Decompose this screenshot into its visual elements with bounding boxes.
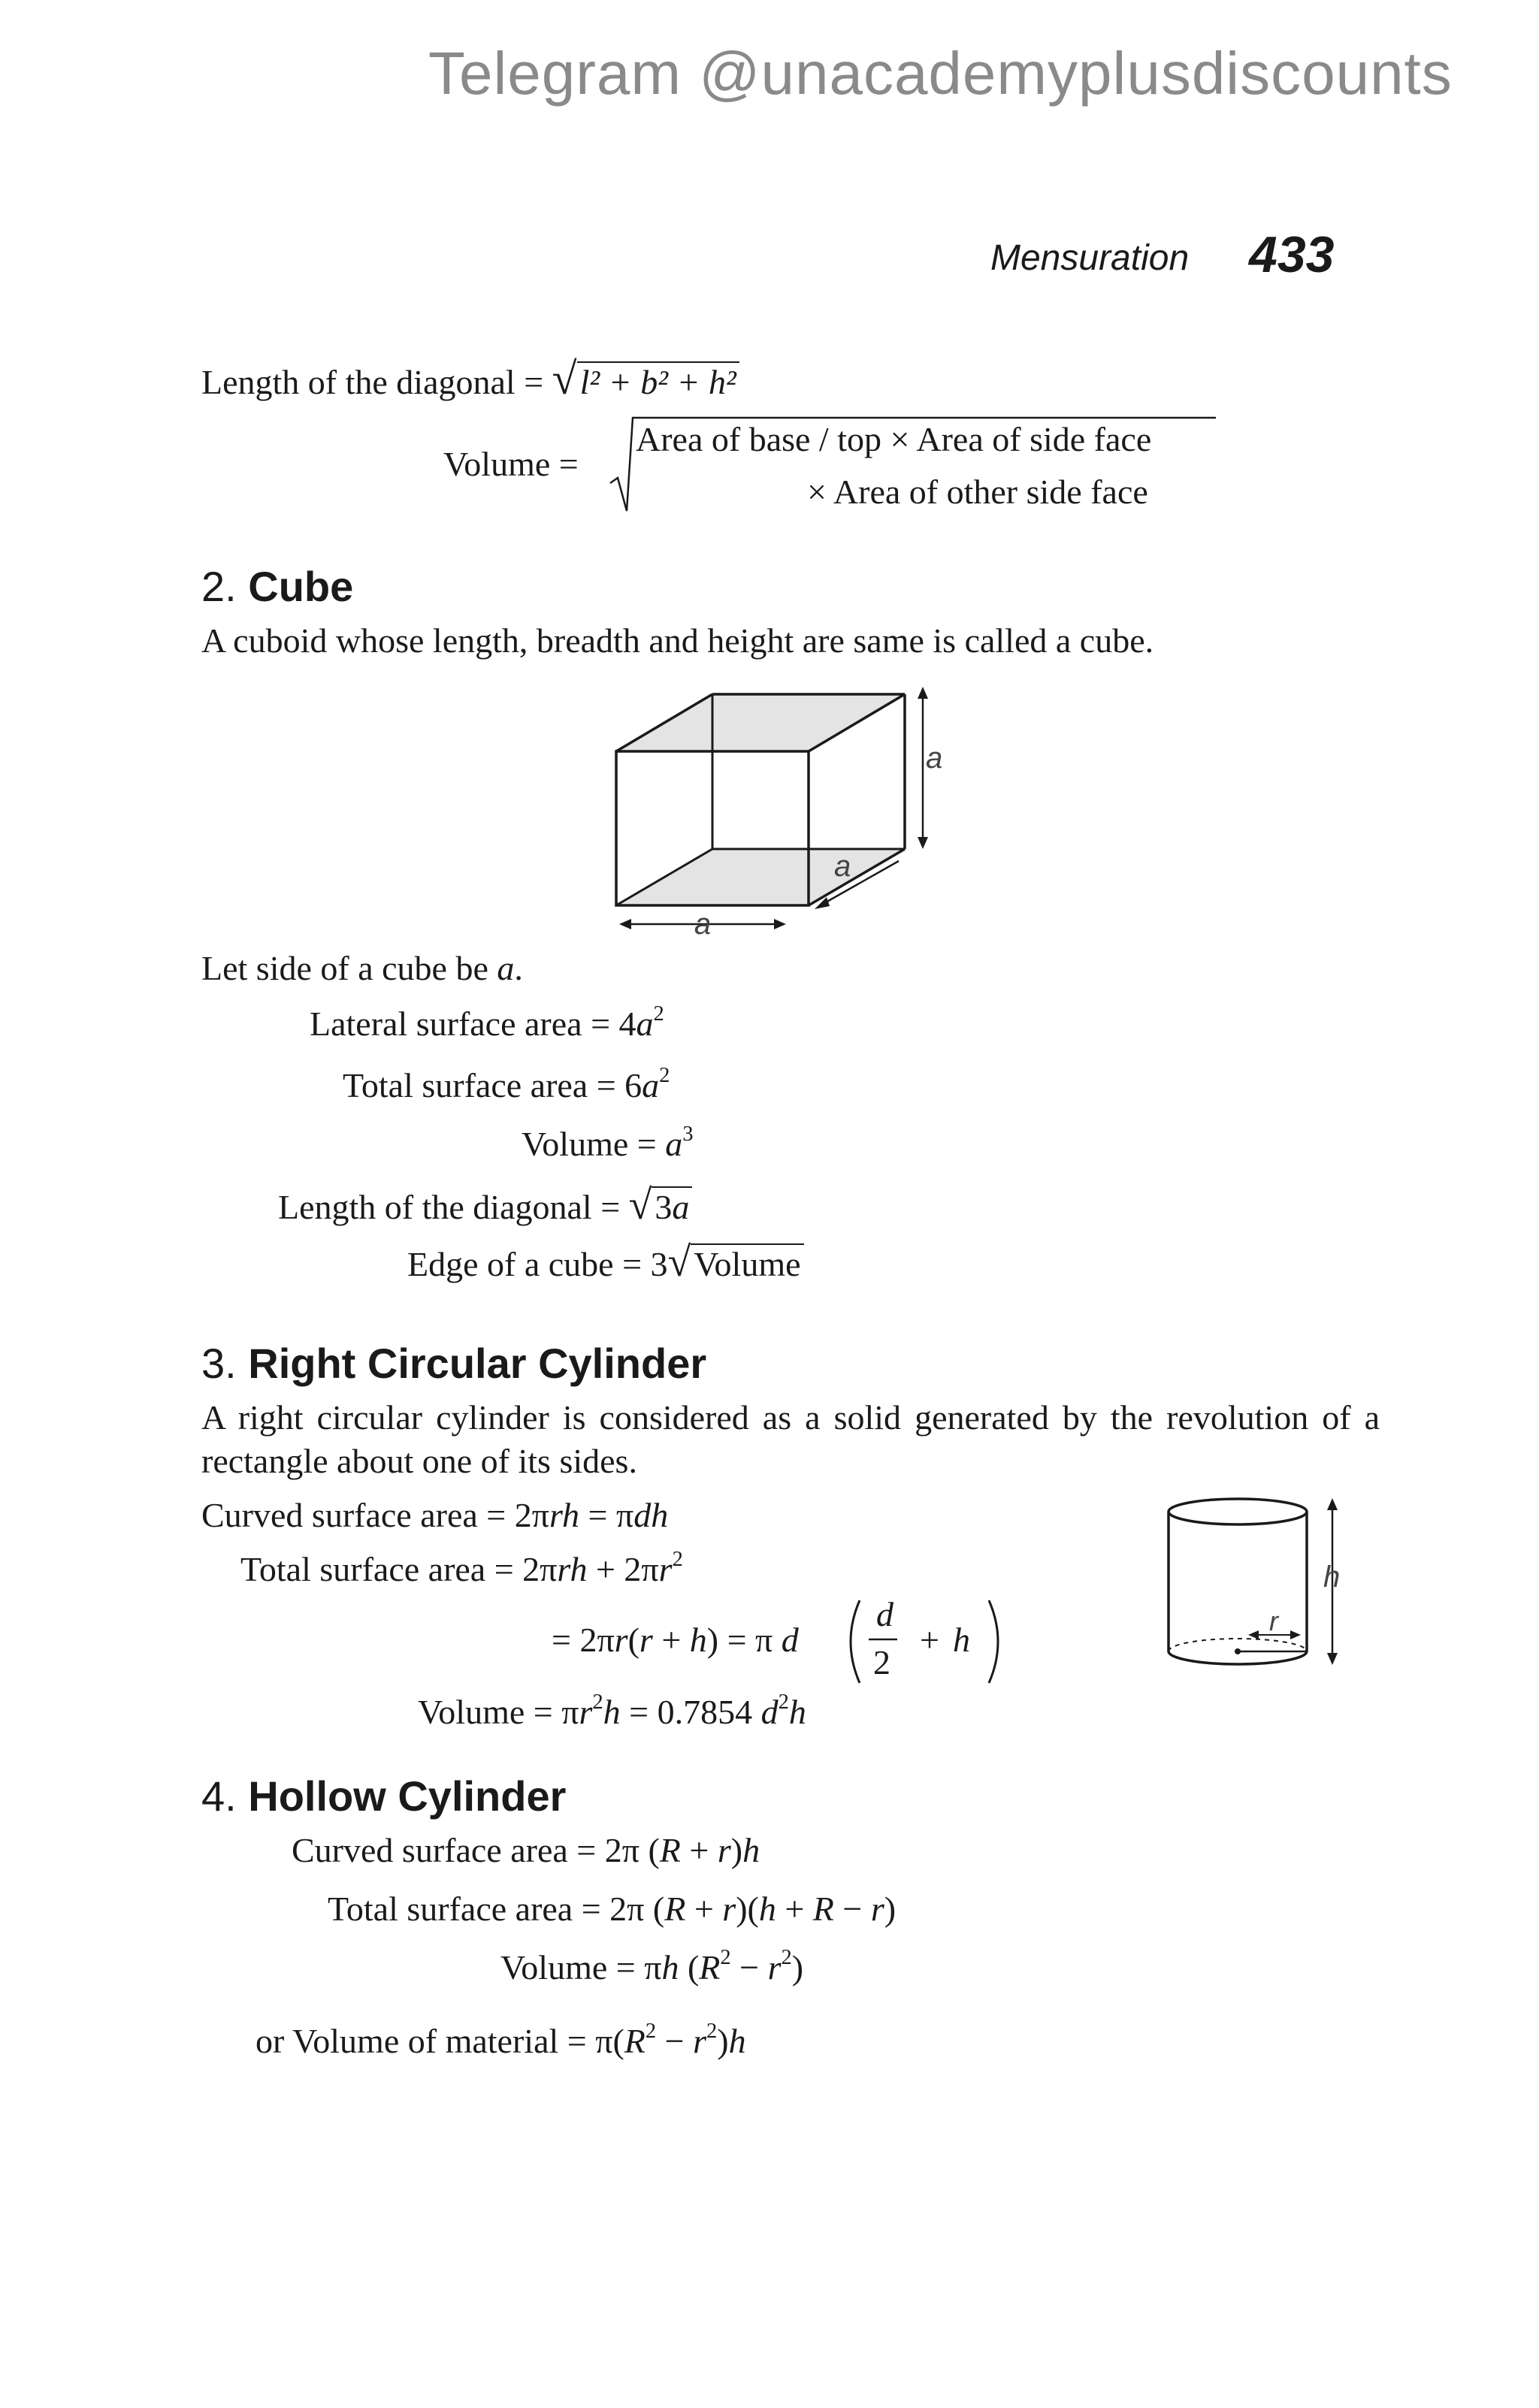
cylinder-radius-label: r bbox=[1269, 1606, 1278, 1636]
cuboid-volume-line1: Area of base / top × Area of side face bbox=[636, 420, 1152, 458]
cylinder-height-label: h bbox=[1323, 1561, 1341, 1594]
cuboid-diagonal-label: Length of the diagonal = bbox=[201, 363, 544, 401]
cuboid-volume-line2: × Area of other side face bbox=[807, 473, 1148, 511]
running-title: Mensuration bbox=[990, 238, 1190, 278]
cube-description: A cuboid whose length, breadth and height are same is called a cube. bbox=[201, 621, 1154, 660]
section-hollow-heading bbox=[201, 1772, 566, 1820]
section-title: Hollow Cylinder bbox=[248, 1772, 567, 1820]
cube-tsa-label: Total surface area = bbox=[343, 1066, 616, 1104]
section-number: 4. bbox=[201, 1772, 237, 1820]
cylinder-tsa-fraction bbox=[839, 1593, 1011, 1698]
hollow-volume: Volume = πh $(R^2 - r^2)$ bbox=[500, 1946, 804, 1987]
cube-intro: Let side of a cube be a. bbox=[201, 949, 523, 987]
section-number: 3. bbox=[201, 1340, 237, 1387]
hollow-material-volume: or Volume of material = $\pi(R^2 - r^2)h$ bbox=[255, 2020, 746, 2060]
cylinder-figure bbox=[1169, 1495, 1349, 1675]
cuboid-volume-label: Volume = bbox=[443, 445, 579, 483]
cuboid-diagonal-formula bbox=[201, 356, 739, 401]
cube-diagonal: Length of the diagonal = √3a bbox=[278, 1184, 692, 1226]
cube-diagonal-label: Length of the diagonal = bbox=[278, 1188, 621, 1226]
cube-figure bbox=[601, 684, 947, 939]
cylinder-tsa-factored: = 2πr(r + h) = π d bbox=[552, 1621, 799, 1659]
hollow-csa-label: Curved surface area = bbox=[292, 1831, 597, 1869]
cylinder-tsa-label: Total surface area = bbox=[240, 1550, 514, 1588]
cube-lsa-label: Lateral surface area = bbox=[310, 1005, 611, 1043]
cylinder-volume: Volume = $\pi r^2h = 0.7854$ $d^2h$ bbox=[418, 1690, 806, 1731]
section-number: 2. bbox=[201, 563, 237, 610]
cuboid-diagonal-radicand: l² + b² + h² bbox=[577, 361, 739, 401]
cylinder-csa: Curved surface area = 2πrh = πdh bbox=[201, 1496, 669, 1534]
svg-text:d: d bbox=[876, 1595, 893, 1633]
watermark: Telegram @unacademyplusdiscounts bbox=[428, 40, 1453, 107]
cube-edge: Edge of a cube = 3√Volume bbox=[407, 1241, 804, 1283]
cube-edge-label: Edge of a cube = bbox=[407, 1245, 643, 1283]
hollow-volume-label: Volume = bbox=[500, 1948, 636, 1987]
hollow-csa: Curved surface area = 2π (R + r)h bbox=[292, 1831, 760, 1869]
cube-tsa: Total surface area = $6a^2$ bbox=[343, 1064, 670, 1104]
sqrt-sign: √ bbox=[552, 354, 577, 403]
page-number: 433 bbox=[1249, 226, 1335, 283]
svg-text:2: 2 bbox=[873, 1643, 890, 1681]
cylinder-description: A right circular cylinder is considered as a solid generated by the revolution of a rectangle about one of its sides. bbox=[201, 1398, 1380, 1480]
svg-text:h: h bbox=[953, 1621, 970, 1659]
cube-volume-label: Volume = bbox=[522, 1125, 657, 1163]
cube-lsa: Lateral surface area = $4a^2$ bbox=[310, 1002, 664, 1043]
section-title: Right Circular Cylinder bbox=[248, 1340, 707, 1387]
hollow-tsa: Total surface area = 2π (R + r)(h + R − r) bbox=[328, 1890, 896, 1928]
cube-edge-label-depth: a bbox=[834, 850, 851, 883]
cube-volume: Volume = $a^3$ bbox=[522, 1122, 694, 1163]
hollow-tsa-label: Total surface area = bbox=[328, 1890, 601, 1928]
section-cube-heading bbox=[201, 562, 353, 611]
cylinder-tsa: Total surface area = $2\pi rh + 2\pi r^2$ bbox=[240, 1548, 683, 1588]
hollow-material-label: or Volume of material = bbox=[255, 2022, 587, 2060]
cylinder-volume-label: Volume = bbox=[418, 1693, 553, 1731]
cube-edge-label-height: a bbox=[926, 742, 943, 775]
svg-text:+: + bbox=[920, 1621, 939, 1659]
section-title: Cube bbox=[248, 563, 354, 610]
cube-edge-label-length: a bbox=[694, 908, 712, 941]
cylinder-csa-label: Curved surface area = bbox=[201, 1496, 506, 1534]
section-cylinder-heading bbox=[201, 1339, 706, 1388]
